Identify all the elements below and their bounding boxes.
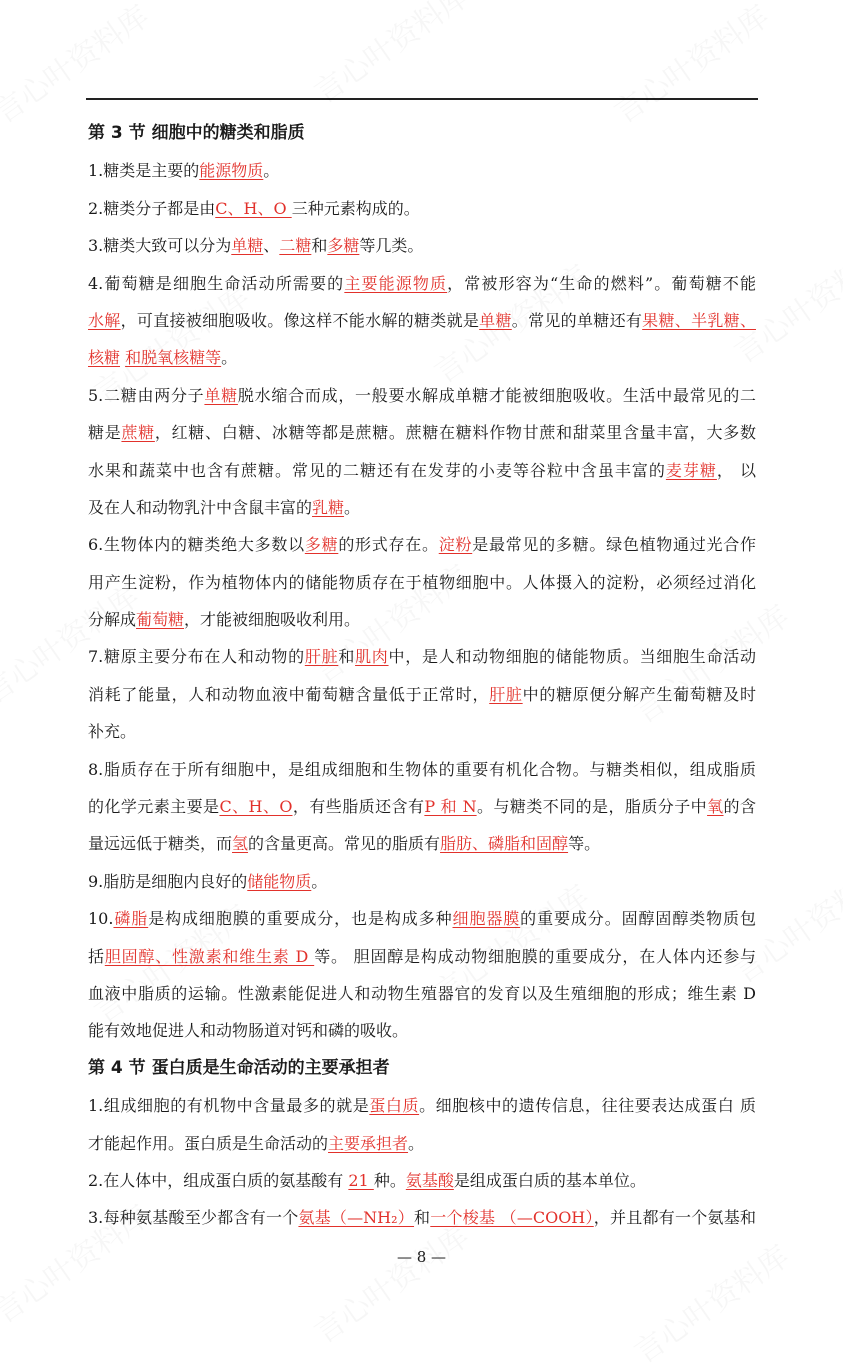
text-segment: 。与糖类不同的是，脂质分子中 xyxy=(476,797,708,817)
text-segment: 3.糖类大致可以分为 xyxy=(88,236,232,256)
answer-blank: C、H、O xyxy=(219,797,293,817)
answer-blank: P 和 N xyxy=(424,797,477,817)
text-line xyxy=(88,938,756,975)
text-segment: 。 xyxy=(311,871,328,891)
text-segment: 10. xyxy=(88,909,114,929)
answer-blank: 氨基（—NH₂） xyxy=(298,1208,415,1228)
answer-blank: 果糖、半乳糖、 xyxy=(642,310,756,330)
text-line xyxy=(88,414,756,451)
answer-blank: 磷脂 xyxy=(113,909,149,929)
watermark-text xyxy=(0,0,156,132)
answer-blank: 一个梭基 （—COOH） xyxy=(430,1208,594,1228)
text-segment: 中，是人和动物细胞的储能物质。当细胞生命活动 xyxy=(388,647,756,667)
answer-blank: 肝脏 xyxy=(489,684,523,704)
text-segment: 等。 胆固醇是构成动物细胞膜的重要成分，在人体内还参与 xyxy=(314,946,756,966)
text-segment: 和 xyxy=(311,236,328,256)
text-segment: 4.葡萄糖是细胞生命活动所需要的 xyxy=(88,273,345,293)
text-line xyxy=(88,227,756,264)
text-segment: 2.在人体中，组成蛋白质的氨基酸有 xyxy=(88,1170,349,1190)
text-segment: 1.糖类是主要的 xyxy=(88,161,200,181)
answer-blank: 主要能源物质 xyxy=(344,273,448,293)
text-segment: ，才能被细胞吸收利用。 xyxy=(184,610,361,630)
text-segment: ，有些脂质还含有 xyxy=(292,797,425,817)
text-segment: 消耗了能量，人和动物血液中葡萄糖含量低于正常时， xyxy=(88,684,490,704)
answer-blank: 二糖 xyxy=(279,236,312,256)
text-segment: 1.组成细胞的有机物中含量最多的就是 xyxy=(88,1096,370,1116)
text-segment: 括 xyxy=(88,946,105,966)
answer-blank: 单糖 xyxy=(479,310,512,330)
text-segment: 才能起作用。蛋白质是生命活动的 xyxy=(88,1133,329,1153)
text-segment: 第 4 节 蛋白质是生命活动的主要承担者 xyxy=(88,1057,390,1078)
text-segment: 。 xyxy=(221,348,238,368)
text-segment: 第 3 节 细胞中的糖类和脂质 xyxy=(88,123,305,143)
answer-blank: 氧 xyxy=(707,797,724,817)
answer-blank: 核糖 xyxy=(88,348,121,368)
text-segment: 的重要成分。固醇固醇类物质包 xyxy=(520,909,756,929)
text-segment: 及在人和动物乳汁中含鼠丰富的 xyxy=(88,497,313,517)
answer-blank: 脂肪、磷脂和固醇 xyxy=(440,834,569,854)
text-line xyxy=(88,526,756,563)
document-body xyxy=(88,115,756,1237)
text-segment: 水果和蔬菜中也含有蔗糖。常见的二糖还有在发芽的小麦等谷粒中含虽丰富的 xyxy=(88,460,666,480)
text-line xyxy=(88,825,756,862)
text-segment: 糖是 xyxy=(88,423,122,443)
text-segment: 。细胞核中的遗传信息，往往要表达成蛋白 质 xyxy=(419,1096,756,1116)
text-segment: 的形式存在。 xyxy=(338,535,439,555)
text-segment: ， 以 xyxy=(716,460,756,480)
text-line xyxy=(88,713,756,750)
text-line xyxy=(88,975,756,1012)
text-segment: 。 xyxy=(263,161,280,181)
text-line xyxy=(88,1199,756,1236)
text-segment: 是构成细胞膜的重要成分，也是构成多种 xyxy=(148,909,453,929)
text-line xyxy=(88,1087,756,1124)
text-segment: ，红糖、白糖、冰糖等都是蔗糖。蔗糖在糖料作物甘蔗和甜菜里含量丰富，大多数 xyxy=(154,423,756,443)
answer-blank: 能源物质 xyxy=(199,161,264,181)
answer-blank: 淀粉 xyxy=(438,535,473,555)
text-line xyxy=(88,152,756,189)
answer-blank: 麦芽糖 xyxy=(665,460,717,480)
text-line xyxy=(88,489,756,526)
text-line xyxy=(88,601,756,638)
section-heading xyxy=(88,1050,756,1087)
text-segment: 等几类。 xyxy=(359,236,424,256)
text-segment: ，并且都有一个氨基和 xyxy=(593,1208,756,1228)
text-segment: 7.糖原主要分布在人和动物的 xyxy=(88,647,305,667)
text-segment: 血液中脂质的运输。性激素能促进人和动物生殖器官的发育以及生殖细胞的形成；维生素 D xyxy=(88,983,756,1003)
answer-blank: 蔗糖 xyxy=(121,423,155,443)
answer-blank: 主要承担者 xyxy=(328,1133,409,1153)
answer-blank: 和脱氧核糖等 xyxy=(125,348,222,368)
answer-blank: 21 xyxy=(348,1170,374,1190)
text-segment: 的化学元素主要是 xyxy=(88,797,220,817)
text-segment: 种。 xyxy=(373,1170,406,1190)
text-line xyxy=(88,788,756,825)
text-segment: 补充。 xyxy=(88,722,137,742)
answer-blank: 单糖 xyxy=(231,236,264,256)
text-segment: 中的糖原便分解产生葡萄糖及时 xyxy=(522,684,756,704)
answer-blank: 葡萄糖 xyxy=(136,610,185,630)
text-segment: 是最常见的多糖。绿色植物通过光合作 xyxy=(472,535,756,555)
text-segment: 3.每种氨基酸至少都含有一个 xyxy=(88,1208,299,1228)
text-line xyxy=(88,900,756,937)
text-line xyxy=(88,190,756,227)
answer-blank: 氨基酸 xyxy=(405,1170,454,1190)
text-segment: 脱水缩合而成，一般要水解成单糖才能被细胞吸收。生活中最常见的二 xyxy=(237,385,756,405)
text-segment: 等。 xyxy=(568,834,601,854)
text-segment: ，常被形容为“生命的燃料”。葡萄糖不能 xyxy=(447,273,756,293)
text-line xyxy=(88,564,756,601)
text-segment: 分解成 xyxy=(88,610,137,630)
answer-blank: 肝脏 xyxy=(304,647,339,667)
answer-blank: 多糖 xyxy=(304,535,339,555)
text-line xyxy=(88,751,756,788)
header-rule xyxy=(86,98,758,100)
watermark-text xyxy=(304,0,477,112)
answer-blank: 氢 xyxy=(232,834,249,854)
text-segment: 。 xyxy=(344,497,361,517)
text-line xyxy=(88,452,756,489)
text-segment: 和 xyxy=(414,1208,431,1228)
text-line xyxy=(88,339,756,376)
text-segment: 和 xyxy=(338,647,356,667)
answer-blank: 储能物质 xyxy=(247,871,312,891)
page-number: — 8 — xyxy=(396,1248,447,1266)
text-segment: 能有效地促进人和动物肠道对钙和磷的吸收。 xyxy=(88,1021,409,1041)
text-line xyxy=(88,265,756,302)
text-segment: 6.生物体内的糖类绝大多数以 xyxy=(88,535,305,555)
text-segment: 用产生淀粉，作为植物体内的储能物质存在于植物细胞中。人体摄入的淀粉，必须经过消化 xyxy=(88,572,756,592)
answer-blank: 细胞器膜 xyxy=(452,909,521,929)
answer-blank: 蛋白质 xyxy=(369,1096,420,1116)
text-line xyxy=(88,1162,756,1199)
text-segment: 是组成蛋白质的基本单位。 xyxy=(453,1170,646,1190)
text-segment: 三种元素构成的。 xyxy=(291,198,420,218)
answer-blank: 水解 xyxy=(88,310,121,330)
answer-blank: 单糖 xyxy=(204,385,238,405)
text-segment: 。 xyxy=(408,1133,425,1153)
text-segment: 9.脂肪是细胞内良好的 xyxy=(88,871,248,891)
answer-blank: 多糖 xyxy=(327,236,360,256)
answer-blank: C、H、O xyxy=(215,198,292,218)
text-segment: 、 xyxy=(263,236,280,256)
answer-blank: 胆固醇、性激素和维生素 D xyxy=(104,946,315,966)
text-segment: 。常见的单糖还有 xyxy=(511,310,643,330)
text-line xyxy=(88,638,756,675)
text-segment: 8.脂质存在于所有细胞中，是组成细胞和生物体的重要有机化合物。与糖类相似，组成脂质 xyxy=(88,759,756,779)
section-heading xyxy=(88,115,756,152)
text-line xyxy=(88,863,756,900)
text-segment: ，可直接被细胞吸收。像这样不能水解的糖类就是 xyxy=(120,310,480,330)
text-segment: 的含 xyxy=(723,797,756,817)
text-segment: 2.糖类分子都是由 xyxy=(88,198,216,218)
text-line xyxy=(88,676,756,713)
answer-blank: 肌肉 xyxy=(355,647,389,667)
text-line xyxy=(88,1012,756,1049)
text-line xyxy=(88,1125,756,1162)
text-segment: 5.二糖由两分子 xyxy=(88,385,205,405)
text-line xyxy=(88,377,756,414)
text-segment: 的含量更高。常见的脂质有 xyxy=(248,834,441,854)
text-segment: 量远远低于糖类，而 xyxy=(88,834,233,854)
text-line xyxy=(88,302,756,339)
answer-blank: 乳糖 xyxy=(312,497,345,517)
watermark-text xyxy=(604,0,777,132)
